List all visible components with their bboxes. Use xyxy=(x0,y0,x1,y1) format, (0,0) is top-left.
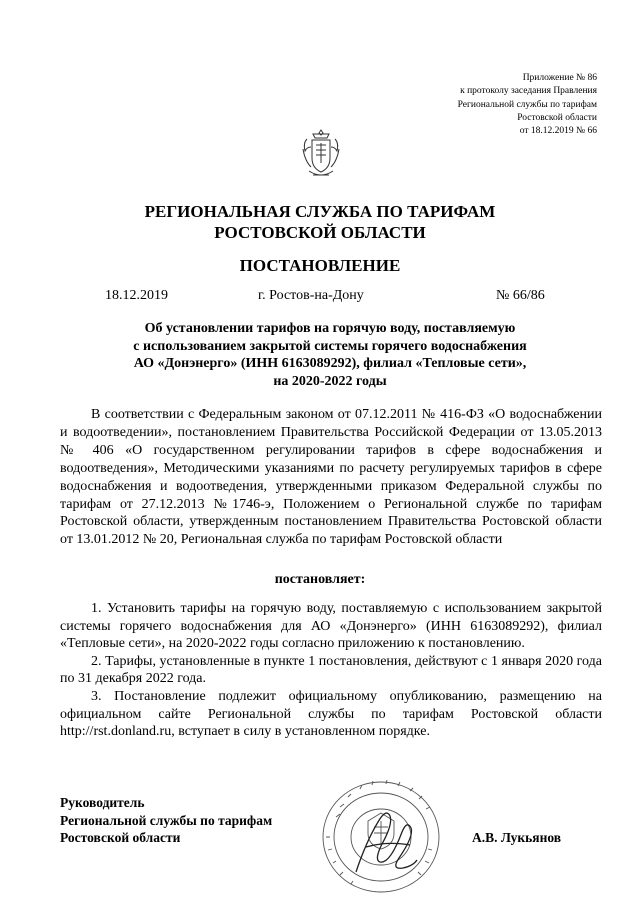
resolution-items xyxy=(60,600,602,741)
preamble-paragraph: В соответствии с Федеральным законом от 07.12.2011 № 416-ФЗ «О водоснабжении и водоотведении», постановлением Правительства Российской Федерации от 13.05.2013 № 406 «О государственном регулировании тарифов в сфере водоснабжения и водоотведения», Методическими указаниями по расчету регулируемых тарифов в сфере водоснабжения и водоотведения, утвержденными приказом Федеральной службы по тарифам от 27.12.2013 №1746-э, Положением о Региональной службе по тарифам Ростовской области, утвержденным постановлением Правительства Ростовской области от 13.01.2012 № 20, Региональная служба по тарифам Ростовской области xyxy=(60,407,602,548)
document-city: г. Ростов-на-Дону xyxy=(258,288,364,303)
signer-title-line: Региональной службы по тарифам xyxy=(60,812,273,828)
resolves-heading: постановляет: xyxy=(274,572,366,587)
document-date: 18.12.2019 xyxy=(105,288,168,303)
subject-line: на 2020-2022 годы xyxy=(273,373,387,389)
official-round-seal-icon xyxy=(316,777,446,895)
resolution-item: 2. Тарифы, установленные в пункте 1 постановления, действуют с 1 января 2020 года по 31 декабря 2022 года. xyxy=(60,653,602,687)
appendix-line: от 18.12.2019 № 66 xyxy=(519,126,597,137)
signer-name: А.В. Лукьянов xyxy=(472,830,562,845)
subject-line: АО «Донэнерго» (ИНН 6163089292), филиал «Тепловые сети», xyxy=(133,356,527,372)
signer-title-line: Ростовской области xyxy=(60,830,181,845)
organization-title-line: РЕГИОНАЛЬНАЯ СЛУЖБА ПО ТАРИФАМ xyxy=(144,202,496,221)
document-type: ПОСТАНОВЛЕНИЕ xyxy=(239,256,401,275)
signer-title-line: Руководитель xyxy=(60,795,145,810)
appendix-line: Региональной службы по тарифам xyxy=(457,99,597,110)
appendix-note xyxy=(357,72,597,138)
coat-of-arms-emblem-icon xyxy=(299,127,343,181)
signer-title xyxy=(60,794,272,847)
appendix-line: к протоколу заседания Правления xyxy=(460,86,597,97)
document-number: № 66/86 xyxy=(496,288,545,303)
resolution-item: 3. Постановление подлежит официальному опубликованию, размещению на официальном сайте Региональной службы по тарифам Ростовской области http://rst.donland.ru, вступает в силу в установленном порядке. xyxy=(60,688,602,740)
organization-title xyxy=(0,201,640,243)
appendix-line: Ростовской области xyxy=(517,112,597,123)
subject-line: с использованием закрытой системы горячего водоснабжения xyxy=(133,338,527,354)
subject-line: Об установлении тарифов на горячую воду, поставляемую xyxy=(144,321,516,336)
document-subject xyxy=(60,320,600,390)
resolution-item: 1. Установить тарифы на горячую воду, поставляемую с использованием закрытой системы горячего водоснабжения для АО «Донэнерго» (ИНН 6163089292), филиал «Тепловые сети», на 2020-2022 годы согласно приложению к постановлению. xyxy=(60,601,602,652)
organization-title-line: РОСТОВСКОЙ ОБЛАСТИ xyxy=(214,223,426,242)
appendix-line: Приложение № 86 xyxy=(522,73,597,83)
